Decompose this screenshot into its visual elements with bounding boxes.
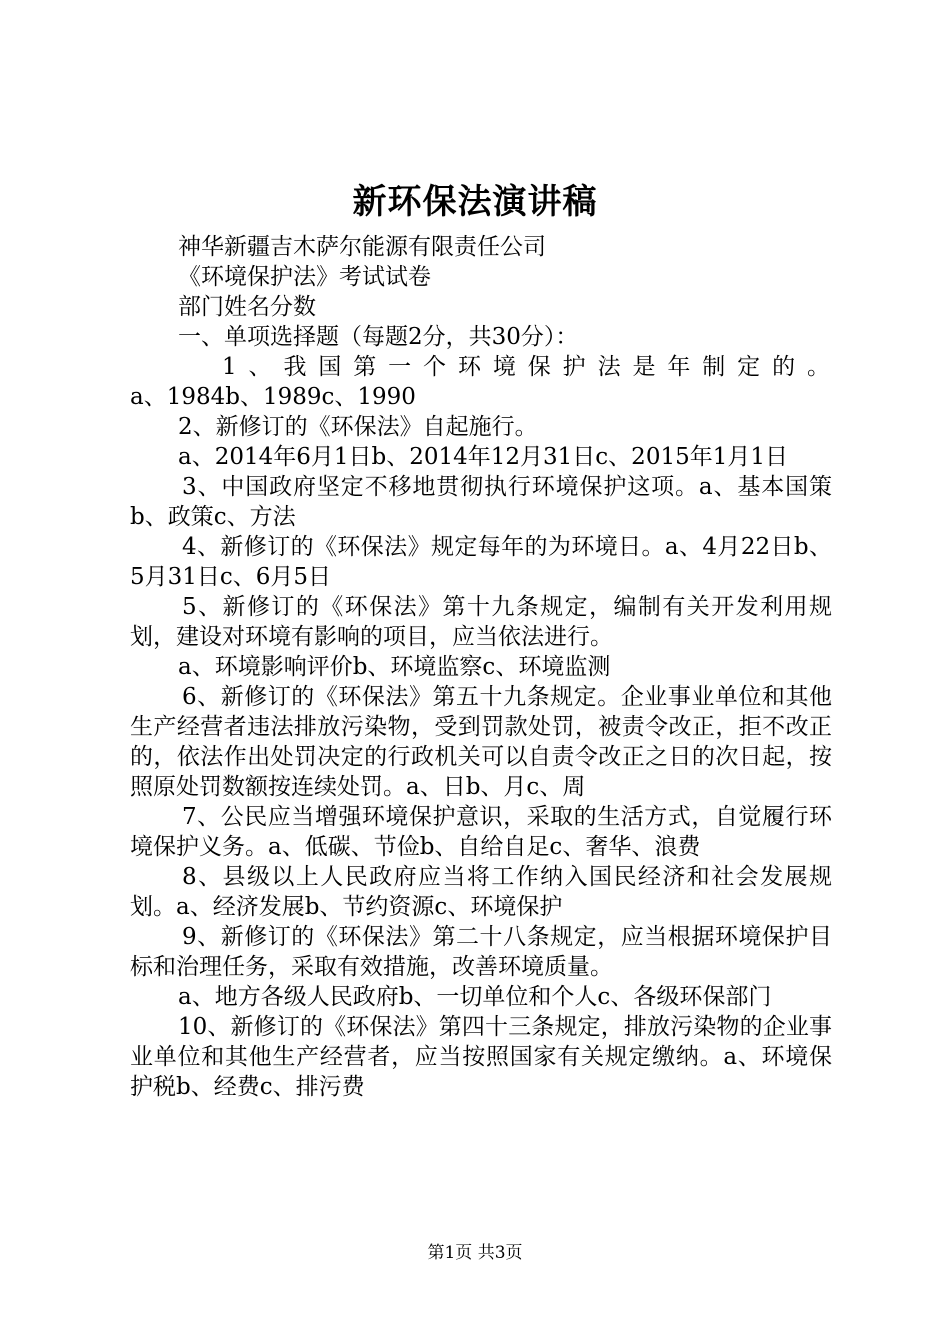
question-6: 6、新修订的《环保法》第五十九条规定。企业事业单位和其他生产经营者违法排放污染物，受到罚款处罚，被责令改正，拒不改正的，依法作出处罚决定的行政机关可以自责令改正之日的次日起，按照原处罚数额按连续处罚。a、日b、月c、周 bbox=[130, 684, 832, 800]
page-footer: 第1页 共3页 bbox=[427, 1243, 523, 1263]
header-fields-line: 部门姓名分数 bbox=[178, 294, 316, 320]
question-8: 8、县级以上人民政府应当将工作纳入国民经济和社会发展规划。a、经济发展b、节约资源c、环境保护 bbox=[130, 864, 832, 920]
question-1: 1、我国第一个环境保护法是年制定的。 bbox=[222, 354, 832, 380]
question-7: 7、公民应当增强环境保护意识，采取的生活方式，自觉履行环境保护义务。a、低碳、节俭b、自给自足c、奢华、浪费 bbox=[130, 804, 832, 860]
question-5-options: a、环境影响评价b、环境监察c、环境监测 bbox=[178, 654, 611, 680]
company-name-line: 神华新疆吉木萨尔能源有限责任公司 bbox=[178, 234, 546, 260]
question-9: 9、新修订的《环保法》第二十八条规定，应当根据环境保护目标和治理任务，采取有效措施，改善环境质量。 bbox=[130, 924, 832, 980]
question-3: 3、中国政府坚定不移地贯彻执行环境保护这项。a、基本国策b、政策c、方法 bbox=[130, 474, 832, 530]
exam-title-line: 《环境保护法》考试试卷 bbox=[178, 264, 431, 290]
question-4: 4、新修订的《环保法》规定每年的为环境日。a、4月22日b、5月31日c、6月5日 bbox=[130, 534, 833, 590]
section-heading: 一、单项选择题（每题2分，共30分）： bbox=[178, 324, 579, 350]
page-title: 新环保法演讲稿 bbox=[352, 182, 598, 222]
question-2-options: a、2014年6月1日b、2014年12月31日c、2015年1月1日 bbox=[178, 444, 788, 470]
question-1-options: a、1984b、1989c、1990 bbox=[130, 384, 416, 410]
question-5: 5、新修订的《环保法》第十九条规定，编制有关开发利用规划，建设对环境有影响的项目，应当依法进行。 bbox=[130, 594, 832, 650]
question-9-options: a、地方各级人民政府b、一切单位和个人c、各级环保部门 bbox=[178, 984, 772, 1010]
document-body bbox=[130, 232, 832, 1102]
question-10: 10、新修订的《环保法》第四十三条规定，排放污染物的企业事业单位和其他生产经营者，应当按照国家有关规定缴纳。a、环境保护税b、经费c、排污费 bbox=[130, 1014, 832, 1100]
question-2: 2、新修订的《环保法》自起施行。 bbox=[178, 414, 538, 440]
